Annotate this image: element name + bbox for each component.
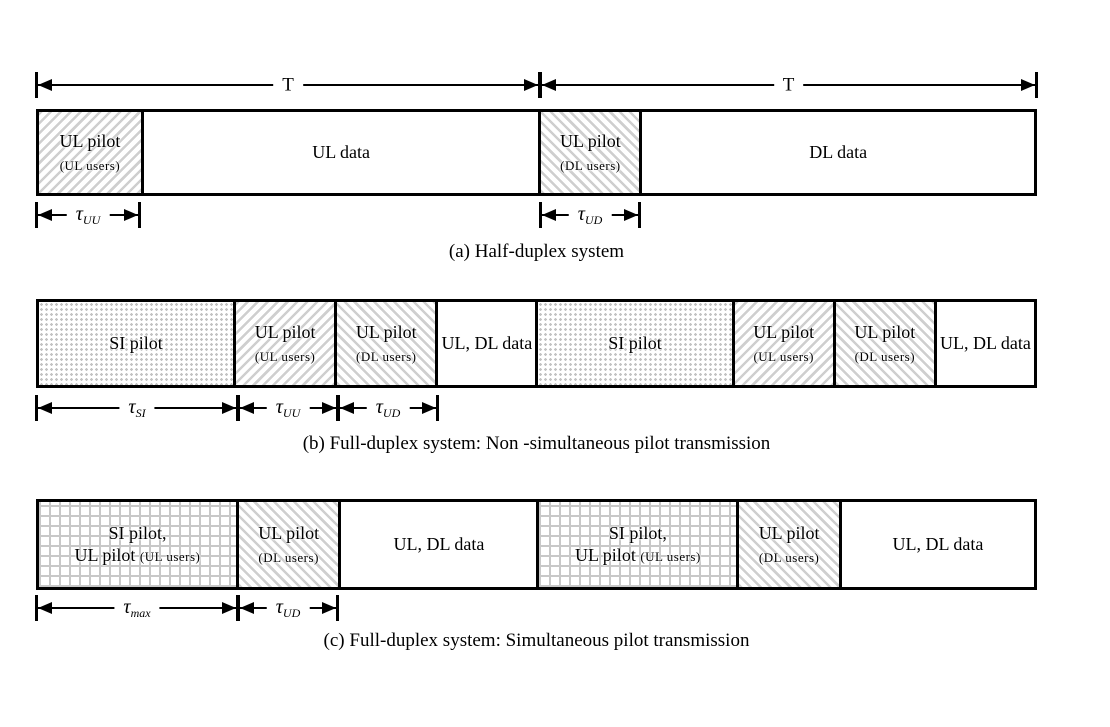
arrowhead-right-icon [124, 209, 138, 221]
block-si-ul-pilot-ul-users [39, 502, 236, 587]
block-label-line1: SI pilot, [608, 522, 667, 543]
tau-max-arrow [36, 595, 238, 621]
block-ul-pilot-dl-users [833, 302, 934, 385]
t-span-arrow-left [36, 72, 540, 98]
block-label: DL data [809, 141, 868, 162]
tau-symbol: τ [128, 395, 136, 418]
frame-full-duplex-nonsimultaneous [36, 299, 1037, 388]
block-ul-pilot-dl-users [538, 112, 639, 193]
arrowhead-right-icon [322, 602, 336, 614]
arrowhead-right-icon [624, 209, 638, 221]
arrowhead-right-icon [422, 402, 436, 414]
block-si-pilot [535, 302, 731, 385]
block-ul-pilot-ul-users [233, 302, 334, 385]
arrow-end-bar [436, 395, 439, 421]
tau-symbol: τ [375, 395, 383, 418]
tau-uu-label [267, 397, 310, 419]
block-ul-dl-data [934, 302, 1034, 385]
arrowhead-right-icon [222, 602, 236, 614]
t-duration-label: T [774, 76, 804, 95]
block-label: SI pilot [608, 332, 662, 353]
tau-si-arrow [36, 395, 238, 421]
block-label: UL pilot [59, 131, 121, 152]
block-si-pilot [39, 302, 233, 385]
tau-symbol: τ [577, 202, 585, 225]
block-sublabel: (UL users) [59, 158, 121, 173]
block-sublabel: (UL users) [254, 349, 316, 364]
caption-full-duplex-nonsimultaneous: (b) Full-duplex system: Non -simultaneous pilot transmission [302, 433, 771, 454]
tau-uu-arrow [238, 395, 338, 421]
arrow-end-bar [138, 202, 141, 228]
tau-ud-arrow [238, 595, 338, 621]
tau-ud-label [569, 204, 612, 226]
arrowhead-right-icon [322, 402, 336, 414]
block-label-line2 [575, 545, 701, 567]
block-sublabel: (DL users) [560, 158, 621, 173]
tau-symbol: τ [275, 395, 283, 418]
arrowhead-right-icon [524, 79, 538, 91]
tau-ud-label [367, 397, 410, 419]
caption-half-duplex: (a) Half-duplex system [448, 241, 625, 262]
t-span-arrow-right [540, 72, 1037, 98]
block-ul-pilot-ul-users [732, 302, 833, 385]
block-label: UL pilot [758, 523, 820, 544]
block-label: SI pilot [109, 332, 163, 353]
tau-subscript: UU [82, 213, 101, 228]
block-ul-dl-data [338, 502, 536, 587]
tau-subscript: max [130, 606, 151, 621]
block-label: UL, DL data [940, 332, 1031, 353]
arrowhead-left-icon [38, 79, 52, 91]
block-sublabel: (DL users) [258, 550, 319, 565]
block-label: UL pilot [258, 523, 320, 544]
block-label: UL pilot [753, 322, 815, 343]
tau-subscript: UD [382, 406, 401, 421]
tau-ud-label [267, 597, 310, 619]
arrowhead-left-icon [38, 402, 52, 414]
frame-half-duplex [36, 109, 1037, 196]
arrow-end-bar [1035, 72, 1038, 98]
caption-full-duplex-simultaneous: (c) Full-duplex system: Simultaneous pilot transmission [323, 630, 750, 651]
arrowhead-left-icon [38, 209, 52, 221]
tau-ud-arrow [338, 395, 438, 421]
tau-subscript: UD [282, 606, 301, 621]
block-label: UL pilot [74, 544, 136, 565]
block-sublabel: (UL users) [640, 548, 701, 564]
tau-ud-arrow [540, 202, 640, 228]
arrowhead-left-icon [542, 209, 556, 221]
block-label: UL pilot [355, 322, 417, 343]
tau-symbol: τ [75, 202, 83, 225]
arrow-end-bar [638, 202, 641, 228]
arrowhead-left-icon [240, 402, 254, 414]
block-ul-dl-data [839, 502, 1034, 587]
block-label: UL data [312, 141, 371, 162]
block-sublabel: (DL users) [854, 349, 916, 364]
block-sublabel: (UL users) [139, 548, 201, 564]
arrow-end-bar [336, 595, 339, 621]
tau-uu-label [67, 204, 110, 226]
block-sublabel: (DL users) [356, 349, 417, 364]
block-sublabel: (DL users) [758, 550, 820, 565]
tau-subscript: UU [282, 406, 301, 421]
tau-uu-arrow [36, 202, 140, 228]
block-label: UL, DL data [393, 533, 485, 554]
block-si-ul-pilot-ul-users [536, 502, 736, 587]
block-label: UL pilot [574, 544, 636, 565]
arrowhead-left-icon [38, 602, 52, 614]
frame-full-duplex-simultaneous [36, 499, 1037, 590]
block-dl-data [639, 112, 1034, 193]
tau-subscript: SI [135, 406, 146, 421]
block-ul-pilot-dl-users [334, 302, 435, 385]
block-label-line2 [75, 545, 201, 567]
t-duration-label: T [273, 76, 303, 95]
tau-max-label [114, 597, 159, 619]
tau-subscript: UD [584, 213, 603, 228]
block-ul-pilot-ul-users [39, 112, 141, 193]
block-ul-dl-data [435, 302, 535, 385]
tau-symbol: τ [275, 595, 283, 618]
arrowhead-right-icon [222, 402, 236, 414]
block-ul-data [141, 112, 539, 193]
block-label: UL pilot [559, 131, 621, 152]
arrowhead-left-icon [340, 402, 354, 414]
tau-si-label [119, 397, 154, 419]
block-label: UL, DL data [441, 332, 533, 353]
arrowhead-left-icon [542, 79, 556, 91]
block-sublabel: (UL users) [753, 349, 814, 364]
tau-symbol: τ [123, 595, 131, 618]
block-label: UL pilot [854, 322, 916, 343]
arrowhead-right-icon [1021, 79, 1035, 91]
block-ul-pilot-dl-users [236, 502, 339, 587]
block-label: UL, DL data [892, 533, 984, 554]
block-label: UL pilot [254, 322, 316, 343]
arrowhead-left-icon [240, 602, 254, 614]
block-label-line1: SI pilot, [108, 522, 167, 543]
block-ul-pilot-dl-users [736, 502, 839, 587]
